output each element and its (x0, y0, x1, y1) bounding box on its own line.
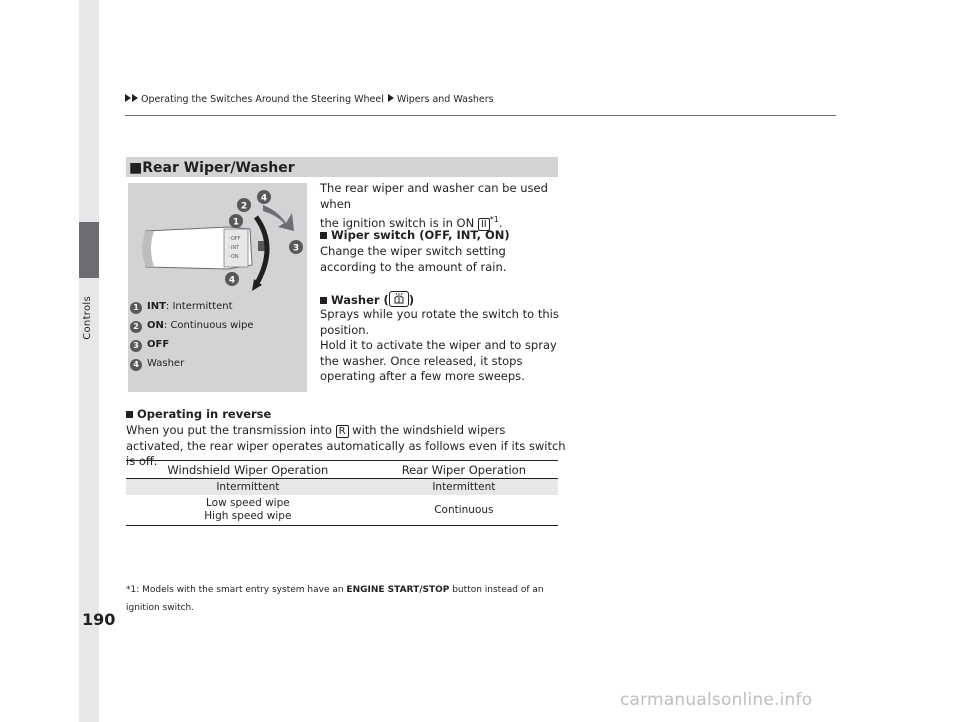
section-title: Rear Wiper/Washer (142, 160, 295, 176)
callout-1 (229, 214, 243, 228)
table-header: Windshield Wiper Operation (126, 461, 370, 479)
legend-number: 2 (130, 321, 142, 333)
table-cell: Intermittent (370, 479, 558, 496)
section-marker: ■ (129, 160, 143, 176)
wiper-operation-table (126, 460, 558, 526)
breadcrumb-arrow-icon (132, 94, 138, 102)
callout-2 (237, 198, 251, 212)
wiper-switch-text: Change the wiper switch setting according to the amount of rain. (320, 244, 507, 274)
page-number: 190 (82, 610, 116, 629)
ignition-position-badge: II (478, 218, 490, 231)
svg-text:◦ON: ◦ON (228, 254, 239, 260)
table-row (126, 495, 558, 526)
washer-text: Sprays while you rotate the switch to this position. Hold it to activate the wiper and to spray the washer. Once released, it stops operating after a few more sweeps. (320, 307, 559, 383)
side-tab-label: Controls (82, 296, 93, 340)
svg-text:4: 4 (260, 193, 268, 204)
washer-icon (389, 291, 409, 307)
wiper-switch-figure (128, 183, 307, 392)
table-header: Rear Wiper Operation (370, 461, 558, 479)
svg-text:1: 1 (232, 217, 240, 228)
table-cell: Continuous (370, 495, 558, 526)
svg-text:◦INT: ◦INT (228, 245, 240, 251)
legend-item-on: 2 ON: Continuous wipe (130, 320, 254, 333)
gear-position-badge: R (336, 425, 349, 438)
reverse-heading: Operating in reverse (126, 407, 271, 421)
wiper-switch-heading: Wiper switch (OFF, INT, ON) (320, 228, 510, 242)
side-tab-marker (79, 222, 99, 278)
table-header-row (126, 461, 558, 479)
callout-4-top (257, 190, 271, 204)
legend-number: 4 (130, 359, 142, 371)
breadcrumb-arrow-icon (125, 94, 131, 102)
breadcrumb-item[interactable]: Wipers and Washers (396, 94, 494, 105)
square-bullet-icon (126, 411, 133, 418)
washer-heading: Washer ( ) (320, 291, 414, 307)
callout-4-bottom (225, 272, 239, 286)
legend-number: 1 (130, 302, 142, 314)
reverse-text: When you put the transmission into R with the windshield wipers activated, the rear wiper operates automatically as follows even if its switch is off. (126, 423, 566, 468)
square-bullet-icon (320, 297, 327, 304)
legend-item-int: 1 INT: Intermittent (130, 301, 233, 314)
watermark: carmanualsonline.info (620, 690, 813, 710)
svg-text:4: 4 (228, 275, 236, 286)
svg-text:3: 3 (292, 243, 300, 254)
table-row (126, 479, 558, 496)
svg-text:2: 2 (240, 201, 248, 212)
legend-item-off: 3 OFF (130, 339, 169, 352)
legend-number: 3 (130, 340, 142, 352)
table-cell: Low speed wipe High speed wipe (126, 495, 370, 526)
breadcrumb-item[interactable]: Operating the Switches Around the Steering Wheel (141, 94, 384, 105)
footnote: *1: Models with the smart entry system have an ENGINE START/STOP button instead of an ignition switch. (126, 585, 544, 613)
svg-text:◦OFF: ◦OFF (228, 236, 241, 242)
header-divider (125, 115, 836, 116)
footnote-ref[interactable]: *1 (489, 215, 499, 224)
breadcrumb-separator-icon (388, 94, 394, 102)
breadcrumb (125, 94, 494, 105)
callout-3 (289, 240, 303, 254)
table-cell: Intermittent (126, 479, 370, 496)
legend-item-washer: 4 Washer (130, 358, 184, 371)
intro-paragraph: The rear wiper and washer can be used when the ignition switch is in ON II $^{*1}$. (320, 181, 548, 230)
square-bullet-icon (320, 232, 327, 239)
section-heading (126, 157, 558, 177)
